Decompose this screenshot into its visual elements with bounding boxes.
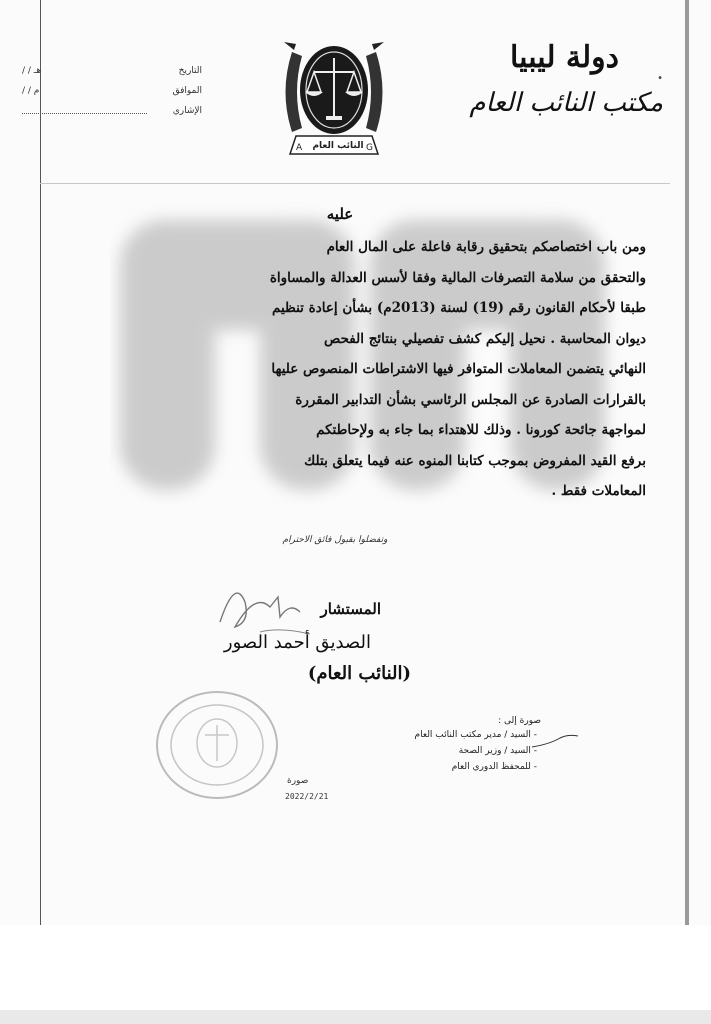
- reference-dotted-line: [22, 113, 147, 114]
- body-line: والتحقق من سلامة التصرفات المالية وفقا لأسس العدالة والمساواة: [269, 269, 646, 286]
- list-item: - للمحفظ الدوري العام: [451, 762, 537, 772]
- header-divider: [40, 183, 670, 184]
- list-item: - السيد / وزير الصحة: [458, 746, 537, 756]
- letter-body: [122, 232, 646, 507]
- closing-phrase: وتفضلوا بقبول فائق الاحترام: [282, 535, 388, 545]
- right-edge-shadow: [685, 0, 689, 925]
- copies-scribble: [530, 732, 580, 752]
- body-line: لمواجهة جائحة كورونا . وذلك للاهتداء بما جاء به ولإحاطتكم: [316, 422, 646, 438]
- header-mark: •: [657, 73, 663, 84]
- meta-reference-label: الإشاري: [172, 106, 202, 116]
- emblem-letter-a: A: [296, 143, 303, 153]
- signatory-title: المستشار: [320, 600, 381, 618]
- meta-date-value: هـ / /: [22, 66, 42, 76]
- file-mark: صورة: [287, 776, 309, 786]
- salutation: عليه: [326, 205, 354, 223]
- page-bottom-margin: [0, 925, 711, 1010]
- left-margin-rule: [40, 0, 41, 925]
- office-name: مكتب النائب العام: [469, 88, 663, 118]
- meta-date-label: التاريخ: [178, 66, 202, 76]
- state-name: دولة ليبيا: [510, 40, 619, 75]
- signatory-role: (النائب العام): [307, 663, 411, 684]
- body-line: بالقرارات الصادرة عن المجلس الرئاسي بشأن التدابير المقررة: [295, 391, 646, 408]
- list-item: - السيد / مدير مكتب النائب العام: [414, 730, 537, 740]
- signatory-name: الصديق أحمد الصور: [223, 632, 371, 653]
- meta-corresponding-value: م / /: [22, 86, 40, 96]
- copies-heading: صورة إلى :: [498, 716, 541, 726]
- meta-corresponding-label: الموافق: [172, 86, 202, 96]
- emblem-caption: النائب العام: [312, 141, 364, 151]
- body-line: المعاملات فقط .: [551, 483, 646, 499]
- body-line: ومن باب اختصاصكم بتحقيق رقابة فاعلة على المال العام: [326, 239, 646, 255]
- copies-list: [367, 730, 537, 778]
- body-line: النهائي يتضمن المعاملات المتوافر فيها الاشتراطات المنصوص عليها: [271, 361, 646, 377]
- official-seal-stamp: [150, 685, 285, 805]
- body-line: طبقا لأحكام القانون رقم (19) لسنة (2013م) بشأن إعادة تنظيم: [271, 300, 646, 316]
- emblem-letter-g: G: [366, 143, 373, 153]
- date-stamp: 2022/2/21: [285, 792, 329, 801]
- body-line: برفع القيد المفروض بموجب كتابنا المنوه عنه فيما يتعلق بتلك: [304, 452, 646, 469]
- body-line: ديوان المحاسبة . نحيل إليكم كشف تفصيلي بنتائج الفحص: [324, 330, 646, 347]
